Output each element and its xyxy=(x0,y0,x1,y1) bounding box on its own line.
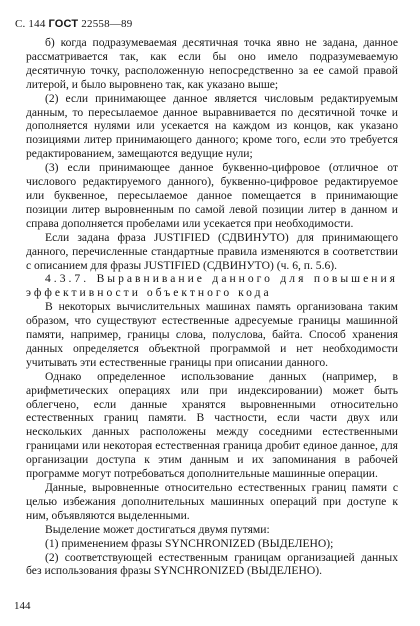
paragraph-memory-boundaries: В некоторых вычислительных машинах память организована таким образом, что существуют естественные адресуемые границы машинной памяти, например, границы слова, полуслова, байта. Способ хранения данных определяется объектной программой и нет необходимости учитывать эти естественные границы при описании данного. xyxy=(26,300,398,369)
paragraph-two-ways: Выделение может достигаться двумя путями: xyxy=(45,522,270,536)
body-text xyxy=(26,36,398,578)
paragraph-b-clause: б) когда подразумеваемая десятичная точка явно не задана, данное рассматривается так, как если бы оно имело подразумеваемую десятичную точку, расположенную непосредственно за ее самой правой литерой, и было выровнено так, как указано выше; xyxy=(26,36,398,91)
header-standard: ГОСТ xyxy=(48,18,79,30)
paragraph-alignment-usage: Однако определенное использование данных (например, в арифметических операциях или при индексировании) может быть облегчено, если данные хранятся выровненными относительно естественных границ памяти. В частности, если части двух или нескольких данных расположены между соседними естественными границами или некоторая естественная граница дробит единое данное, для организации доступа к этим данным и их запоминания в рабочей программе могут потребоваться дополнительные машинные операции. xyxy=(26,369,398,481)
paragraph-synchronized-definition: Данные, выровненные относительно естественных границ памяти с целью избежания дополнительных машинных операций при доступе к ним, объявляются выделенными. xyxy=(26,481,398,522)
section-heading-4-3-7: 4.3.7. Выравнивание данного для повышения эффективности объектного кода xyxy=(26,272,398,300)
header-standard-number: 22558—89 xyxy=(81,18,133,30)
paragraph-justified: Если задана фраза JUSTIFIED (СДВИНУТО) для принимающего данного, перечисленные стандартные правила изменяются в соответствии с описанием для фразы JUSTIFIED (СДВИНУТО) (ч. 6, п. 5.6). xyxy=(26,230,398,272)
page-number: 144 xyxy=(14,600,31,612)
list-item-1: (1) применением фразы SYNCHRONIZED (ВЫДЕЛЕНО); xyxy=(45,536,334,550)
header-page-ref: С. 144 xyxy=(15,18,46,30)
paragraph-item-2: (2) если принимающее данное является числовым редактируемым данным, то пересылаемое данное выравнивается по десятичной точке и дополняется нулями или усекается на каждом из концов, как указано позициями литер принимающего данного; кроме того, если это требуется редактированием, замещаются ведущие нули; xyxy=(26,91,398,161)
paragraph-item-3: (3) если принимающее данное буквенно-цифровое (отличное от числового редактируемого данного), буквенно-цифровое редактируемое или буквенное, пересылаемое данное помещается в принимающие позиции литер выровненным по самой левой позиции литер в данном и справа дополняется пробелами или усекается при необходимости. xyxy=(26,161,398,230)
page-header xyxy=(15,18,132,30)
list-item-2: (2) соответствующей естественным границам организацией данных без использования фразы SYNCHRONIZED (ВЫДЕЛЕНО). xyxy=(26,550,398,578)
